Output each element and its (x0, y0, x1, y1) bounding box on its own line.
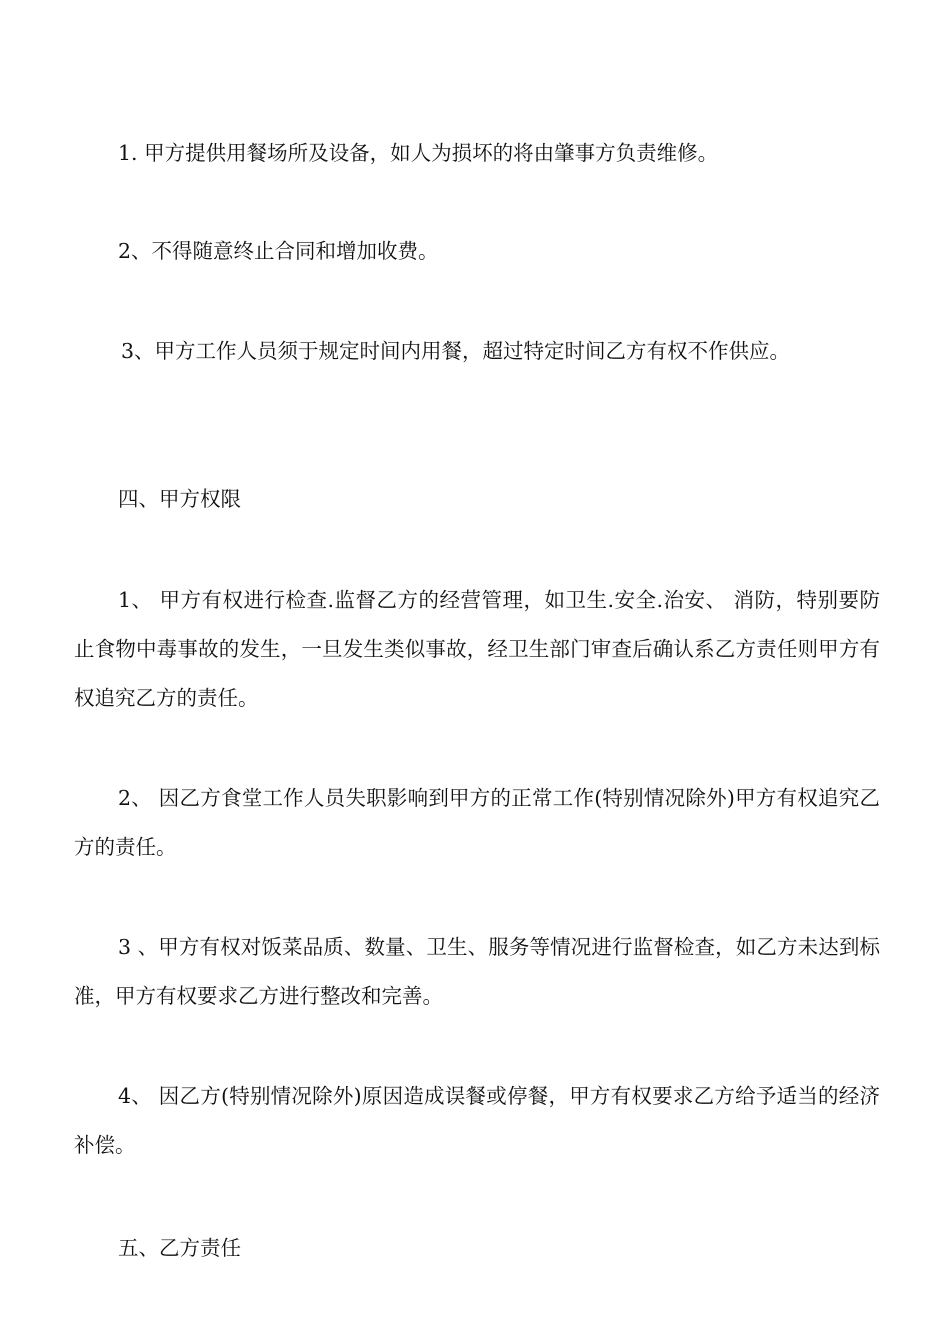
clause-4-2: 2、 因乙方食堂工作人员失职影响到甲方的正常工作(特别情况除外)甲方有权追究乙方的责任。 (74, 786, 880, 859)
section-4-heading: 四、甲方权限 (118, 487, 241, 511)
clause-4-1: 1、 甲方有权进行检查.监督乙方的经营管理，如卫生.安全.治安、 消防，特别要防止食物中毒事故的发生，一旦发生类似事故，经卫生部门审查后确认系乙方责任则甲方有权追究乙方的责任。 (74, 588, 880, 710)
section-5-heading: 五、乙方责任 (118, 1236, 241, 1260)
clause-4-3: 3 、甲方有权对饭菜品质、数量、卫生、服务等情况进行监督检查，如乙方未达到标准，甲方有权要求乙方进行整改和完善。 (74, 935, 880, 1008)
clause-3-3: 3、甲方工作人员须于规定时间内用餐，超过特定时间乙方有权不作供应。 (121, 339, 791, 363)
clause-3-2: 2、不得随意终止合同和增加收费。 (118, 239, 439, 263)
clause-4-4: 4、 因乙方(特别情况除外)原因造成误餐或停餐，甲方有权要求乙方给予适当的经济补偿。 (74, 1084, 880, 1157)
clause-3-1: 1. 甲方提供用餐场所及设备，如人为损坏的将由肇事方负责维修。 (118, 141, 719, 165)
